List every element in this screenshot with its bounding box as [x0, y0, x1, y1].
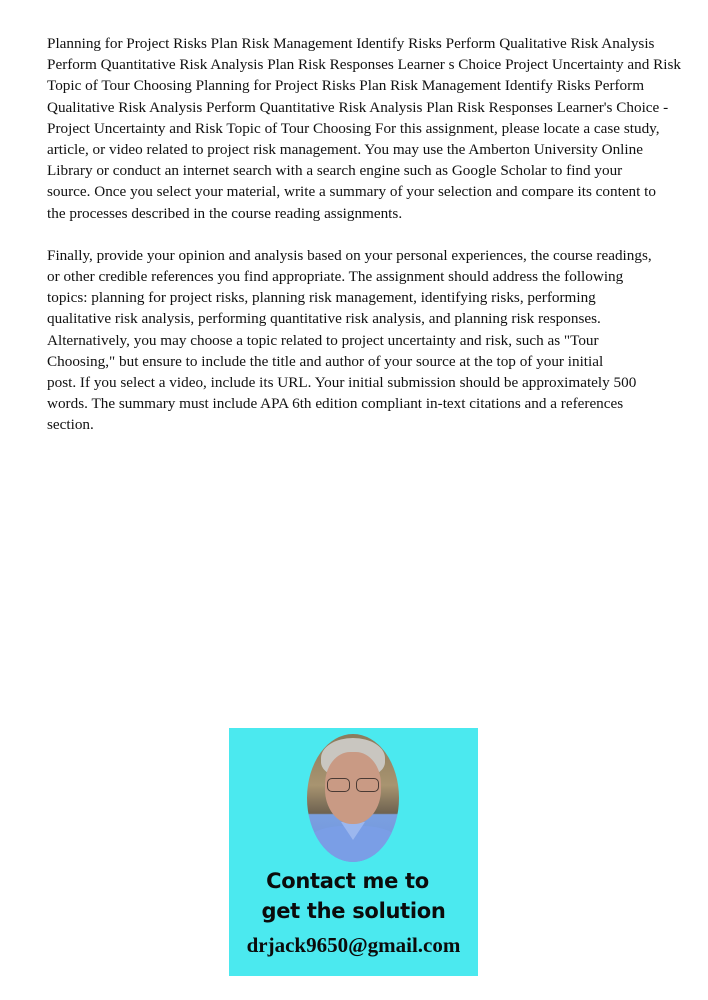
text-line: Library or conduct an internet search with a search engine such as Google Scholar to find your — [47, 162, 623, 180]
text-line: Perform Quantitative Risk Analysis Plan Risk Responses Learner s Choice Project Uncertainty and Risk — [47, 56, 681, 74]
contact-email: drjack9650@gmail.com — [246, 933, 461, 957]
paragraph-assignment-requirements — [47, 245, 667, 436]
text-line: Topic of Tour Choosing Planning for Project Risks Plan Risk Management Identify Risks Perform — [47, 77, 645, 95]
text-line: Alternatively, you may choose a topic related to project uncertainty and risk, such as "Tour — [47, 331, 599, 349]
text-line: topics: planning for project risks, planning risk management, identifying risks, performing — [47, 289, 596, 307]
text-line: qualitative risk analysis, performing quantitative risk analysis, and planning risk responses. — [47, 310, 601, 328]
text-line: Finally, provide your opinion and analysis based on your personal experiences, the course readings, — [47, 246, 652, 264]
paragraph-assignment-intro — [47, 33, 681, 224]
text-line: article, or video related to project risk management. You may use the Amberton University Online — [47, 141, 643, 159]
text-line: words. The summary must include APA 6th edition compliant in-text citations and a references — [47, 395, 624, 413]
assignment-document — [47, 33, 681, 436]
text-line: Qualitative Risk Analysis Perform Quantitative Risk Analysis Plan Risk Responses Learner's Choice - — [47, 98, 669, 116]
text-line: Choosing," but ensure to include the title and author of your source at the top of your initial — [47, 352, 604, 370]
text-line: Project Uncertainty and Risk Topic of Tour Choosing For this assignment, please locate a case study, — [47, 119, 660, 137]
text-line: post. If you select a video, include its URL. Your initial submission should be approximately 500 — [47, 374, 637, 392]
text-line: Planning for Project Risks Plan Risk Management Identify Risks Perform Qualitative Risk Analysis — [47, 35, 655, 52]
text-line: or other credible references you find appropriate. The assignment should address the following — [47, 268, 624, 286]
glasses-icon — [327, 778, 379, 792]
text-line: section. — [47, 416, 94, 434]
contact-headline-line1: Contact me to — [266, 869, 429, 893]
person-portrait-icon — [307, 734, 399, 862]
text-line: the processes described in the course reading assignments. — [47, 204, 403, 222]
contact-advertisement-image — [229, 728, 478, 976]
contact-headline-line2: get the solution — [261, 899, 446, 923]
text-line: source. Once you select your material, write a summary of your selection and compare its content to — [47, 183, 656, 201]
